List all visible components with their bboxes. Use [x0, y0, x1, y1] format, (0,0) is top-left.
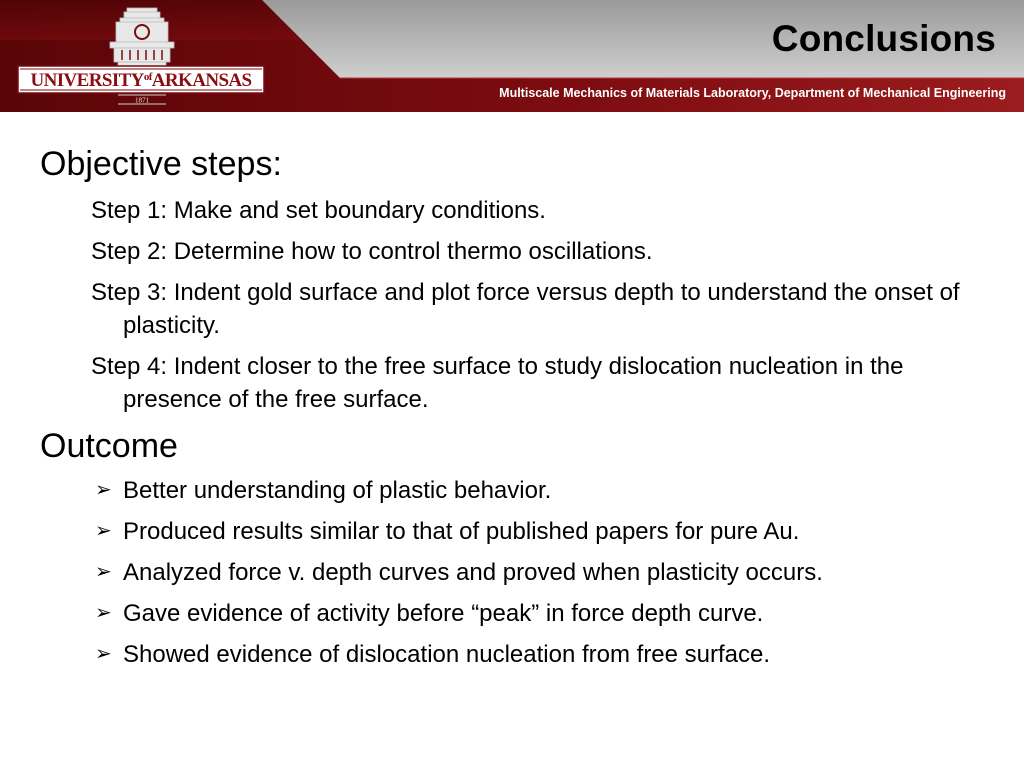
list-item-text: Produced results similar to that of published papers for pure Au.	[123, 518, 800, 545]
outcome-list	[95, 474, 990, 671]
list-item	[95, 474, 990, 507]
arrow-bullet-icon: ➢	[95, 561, 112, 583]
list-item: Step 1: Make and set boundary conditions.	[91, 197, 546, 224]
list-item-text: Showed evidence of dislocation nucleation from free surface.	[123, 641, 771, 668]
slide-header	[0, 0, 1024, 112]
list-item: Step 3: Indent gold surface and plot force versus depth to understand the onset of plasticity.	[91, 279, 960, 339]
arrow-bullet-icon: ➢	[95, 479, 112, 501]
list-item: Step 2: Determine how to control thermo oscillations.	[91, 238, 653, 265]
university-logo	[0, 0, 270, 112]
outcome-heading: Outcome	[40, 427, 178, 465]
list-item-text: Gave evidence of activity before “peak” in force depth curve.	[123, 600, 764, 627]
logo-year: 1871	[135, 96, 149, 105]
objective-heading: Objective steps:	[40, 145, 282, 183]
list-item	[95, 556, 990, 589]
list-item-text: Better understanding of plastic behavior.	[123, 477, 552, 504]
list-item	[95, 638, 990, 671]
list-item	[95, 515, 990, 548]
logo-text: $UNIVERSITY^{of}ARKANSAS$	[30, 70, 252, 91]
list-item: Step 4: Indent closer to the free surface to study dislocation nucleation in the presence of the free surface.	[91, 353, 904, 413]
slide-title: Conclusions	[771, 18, 996, 59]
slide-body	[40, 144, 990, 679]
list-item	[95, 597, 990, 630]
arrow-bullet-icon: ➢	[95, 643, 112, 665]
objective-steps-list	[91, 194, 990, 416]
arrow-bullet-icon: ➢	[95, 602, 112, 624]
list-item-text: Analyzed force v. depth curves and proved when plasticity occurs.	[123, 559, 823, 586]
arrow-bullet-icon: ➢	[95, 520, 112, 542]
lab-name: Multiscale Mechanics of Materials Laboratory, Department of Mechanical Engineering	[499, 86, 1006, 100]
